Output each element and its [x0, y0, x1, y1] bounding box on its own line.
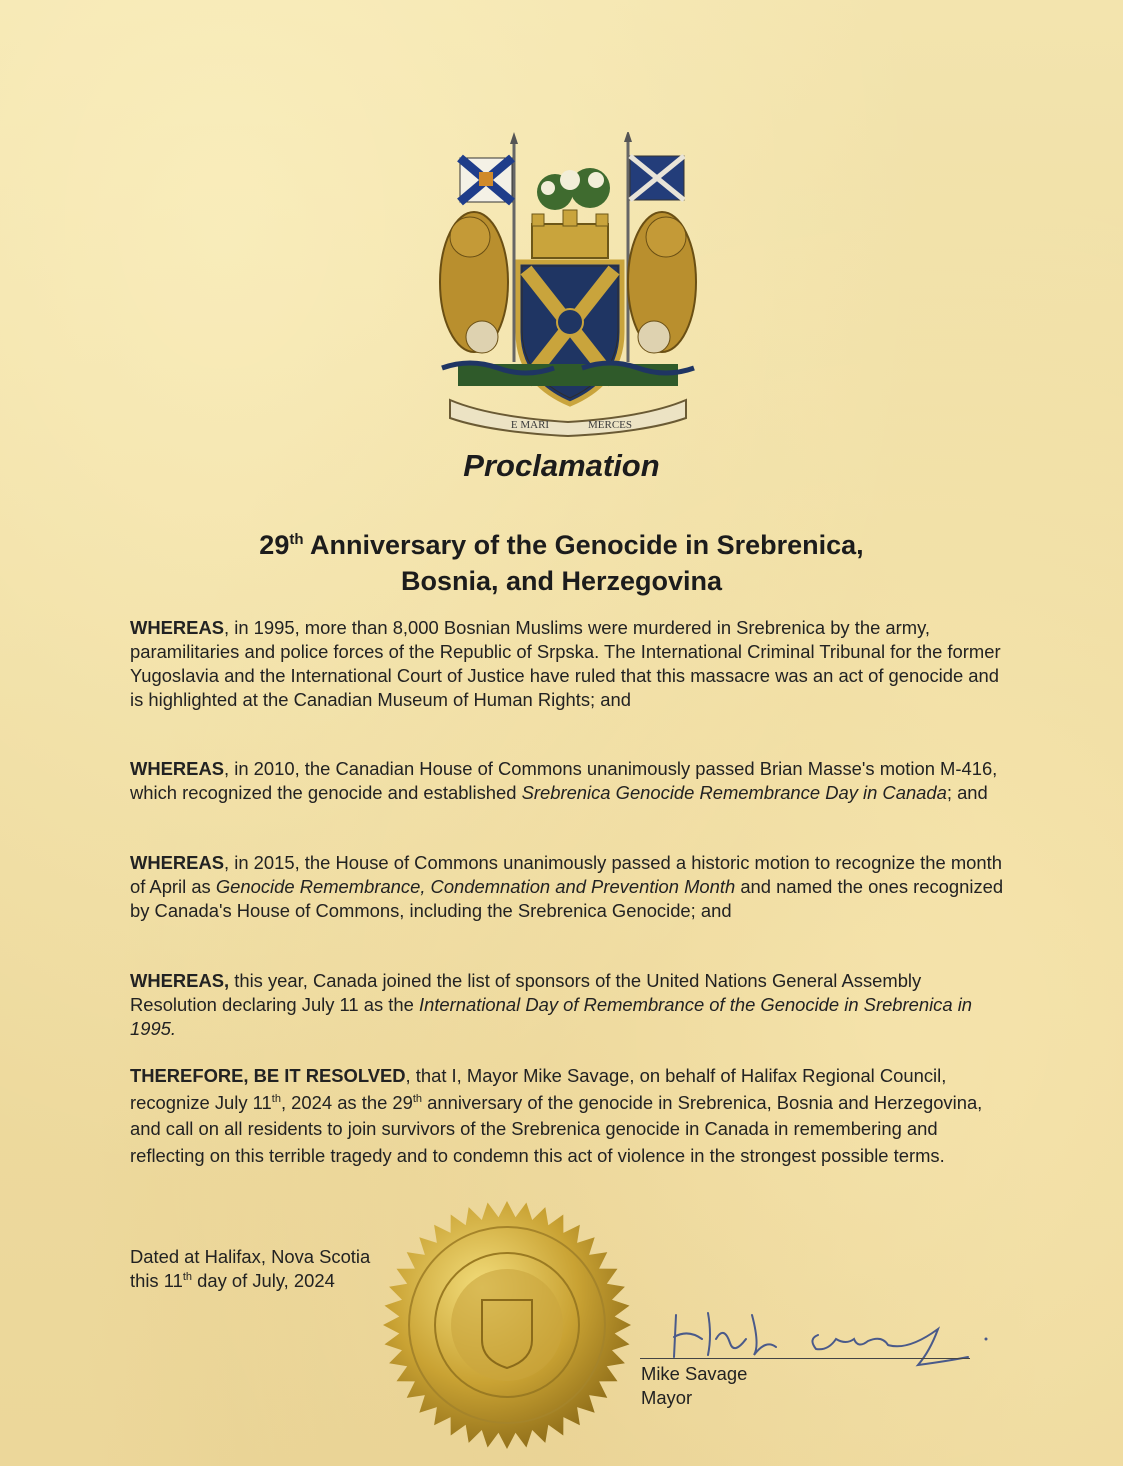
signer-name: Mike Savage [641, 1363, 748, 1384]
paragraph-text: anniversary of the genocide in Srebrenica, Bosnia and Herzegovina, and call on all residents to join survivors of the Srebrenica genocide in Canada in remembering and reflecting on this terrible tragedy and to condemn this act of violence in the strongest possible terms. [130, 1091, 983, 1166]
paragraph-lead: WHEREAS, [130, 970, 230, 991]
ordinal-suffix: th [271, 1092, 281, 1105]
paragraph-text: , in 1995, more than 8,000 Bosnian Muslims were murdered in Srebrenica by the army, paramilitaries and police forces of the Republic of Srpska. The International Criminal Tribunal for the former Yugoslavia and the International Court of Justice have ruled that this massacre was an act of genocide and is highlighted at the Canadian Museum of Human Rights; and [130, 617, 1001, 710]
paragraph-lead: THEREFORE, BE IT RESOLVED [130, 1065, 406, 1086]
dated-date-text: day of July, 2024 [192, 1270, 335, 1291]
signer-role: Mayor [641, 1387, 693, 1408]
whereas-paragraph-4 [130, 969, 1010, 1041]
crest-motto-left: E MARI [510, 419, 550, 431]
dated-date-text: this 11 [130, 1270, 183, 1291]
dated-date [130, 1269, 370, 1293]
paragraph-lead: WHEREAS [130, 758, 225, 779]
whereas-paragraph-3 [130, 851, 1010, 923]
ordinal-suffix: th [182, 1270, 193, 1283]
whereas-paragraph-2 [130, 757, 1010, 805]
paragraph-text: this year, Canada joined the list of sponsors of the United Nations General Assembly Resolution declaring July 11 as the [130, 970, 922, 1015]
whereas-paragraph-1 [130, 616, 1010, 712]
subtitle-line-1-text: Anniversary of the Genocide in Srebrenica, [303, 530, 864, 560]
resolved-paragraph [130, 1063, 1010, 1169]
subtitle-line-2: Bosnia, and Herzegovina [400, 566, 723, 596]
subtitle-number: 29 [259, 530, 290, 560]
paragraph-italic: Srebrenica Genocide Remembrance Day in Canada [521, 782, 947, 803]
crest-motto-right: MERCES [587, 419, 633, 431]
paragraph-tail: and named the ones recognized by Canada's House of Commons, including the Srebrenica Genocide; and [130, 876, 1004, 921]
paragraph-lead: WHEREAS [130, 617, 225, 638]
paragraph-text: , that I, Mayor Mike Savage, on behalf of Halifax Regional Council, recognize July 11 [130, 1065, 947, 1113]
subtitle-ordinal: th [289, 531, 304, 548]
document-subtitle [0, 522, 1123, 599]
paragraph-tail: ; and [946, 782, 988, 803]
ordinal-suffix: th [412, 1092, 423, 1105]
document-title: Proclamation [463, 448, 660, 483]
paragraph-lead: WHEREAS [130, 852, 225, 873]
gold-seal-icon [382, 1200, 632, 1450]
paragraph-text: , 2024 as the 29 [280, 1091, 413, 1113]
paragraph-text: , in 2010, the Canadian House of Commons unanimously passed Brian Masse's motion M-416, which recognized the genocide and established [130, 758, 998, 803]
paragraph-italic: International Day of Remembrance of the Genocide in Srebrenica in 1995. [130, 994, 973, 1039]
signer-block [641, 1362, 747, 1410]
dated-line [130, 1245, 370, 1293]
signature-line [640, 1358, 970, 1359]
paragraph-italic: Genocide Remembrance, Condemnation and Prevention Month [215, 876, 736, 897]
paragraph-text: , in 2015, the House of Commons unanimously passed a historic motion to recognize the month of April as [130, 852, 1002, 897]
subtitle-line-1 [0, 522, 1123, 563]
dated-place: Dated at Halifax, Nova Scotia [130, 1246, 371, 1267]
coat-of-arms-icon [430, 132, 705, 442]
